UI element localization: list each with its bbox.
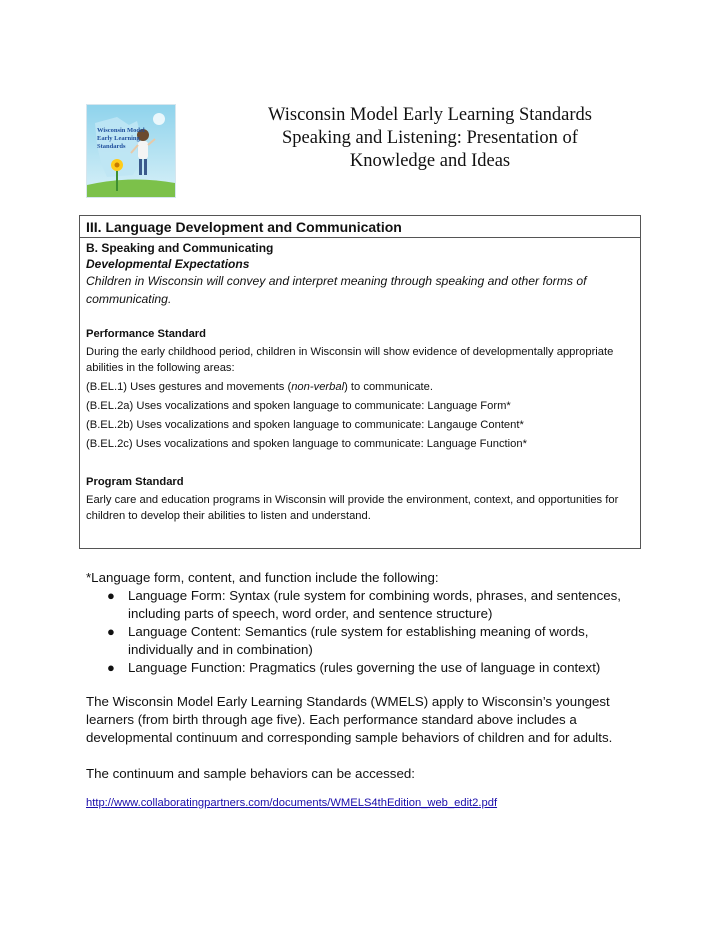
domain-heading: III. Language Development and Communication (80, 216, 640, 238)
cover-illustration (87, 105, 175, 197)
access-note: The continuum and sample behaviors can be accessed: (86, 766, 415, 781)
item-emphasis: non-verbal (291, 381, 345, 393)
notes-intro: *Language form, content, and function include the following: (86, 570, 439, 585)
developmental-expectations-text: Children in Wisconsin will convey and interpret meaning through speaking and other forms of communicating. (86, 274, 587, 306)
list-item (107, 659, 646, 677)
standards-box (79, 215, 641, 549)
cover-text-line: Early Learning (97, 135, 140, 142)
list-item-text: Language Function: Pragmatics (rules governing the use of language in context) (128, 660, 601, 675)
program-standard-text: Early care and education programs in Wisconsin will provide the environment, context, and opportunities for children to develop their abilities to listen and understand. (86, 494, 619, 522)
list-item (107, 587, 646, 623)
performance-standard-item (86, 379, 634, 395)
title-line: Wisconsin Model Early Learning Standards (268, 105, 592, 125)
notes-section (86, 569, 646, 811)
page-title (210, 104, 650, 173)
title-line: Speaking and Listening: Presentation of (282, 128, 578, 148)
cover-text-line: Standards (97, 143, 126, 150)
developmental-expectations-label: Developmental Expectations (86, 257, 250, 271)
item-text: (B.EL.1) Uses gestures and movements ( (86, 381, 292, 393)
bullet-icon: ● (107, 660, 115, 675)
item-text: ) to communicate. (344, 381, 433, 393)
program-standard-label: Program Standard (86, 476, 184, 488)
bullet-icon: ● (107, 588, 115, 603)
list-item (107, 623, 646, 659)
wmels-pdf-link[interactable]: http://www.collaboratingpartners.com/documents/WMELS4thEdition_web_edit2.pdf (86, 797, 498, 809)
cover-image (86, 104, 176, 198)
performance-standard-item: (B.EL.2b) Uses vocalizations and spoken language to communicate: Langauge Content* (86, 419, 524, 431)
subdomain-heading: B. Speaking and Communicating (86, 241, 274, 255)
language-components-list (86, 587, 646, 677)
list-item-text: Language Form: Syntax (rule system for combining words, phrases, and sentences, including parts of speech, word order, and sentence structure) (128, 588, 621, 621)
performance-standard-intro: During the early childhood period, children in Wisconsin will show evidence of developmentally appropriate abilities in the following areas: (86, 346, 614, 374)
standards-body (80, 238, 640, 526)
bullet-icon: ● (107, 624, 115, 639)
performance-standard-item: (B.EL.2c) Uses vocalizations and spoken language to communicate: Language Function* (86, 438, 527, 450)
list-item-text: Language Content: Semantics (rule system for establishing meaning of words, individually and in combination) (128, 624, 589, 657)
title-line: Knowledge and Ideas (349, 151, 511, 171)
performance-standard-item: (B.EL.2a) Uses vocalizations and spoken language to communicate: Language Form* (86, 400, 511, 412)
cover-text-line: Wisconsin Model (97, 127, 145, 134)
performance-standard-label: Performance Standard (86, 328, 206, 340)
wmels-paragraph: The Wisconsin Model Early Learning Standards (WMELS) apply to Wisconsin’s youngest learners (from birth through age five). Each performance standard above includes a developmental continuum and corresponding sample behaviors of children and for adults. (86, 694, 613, 745)
